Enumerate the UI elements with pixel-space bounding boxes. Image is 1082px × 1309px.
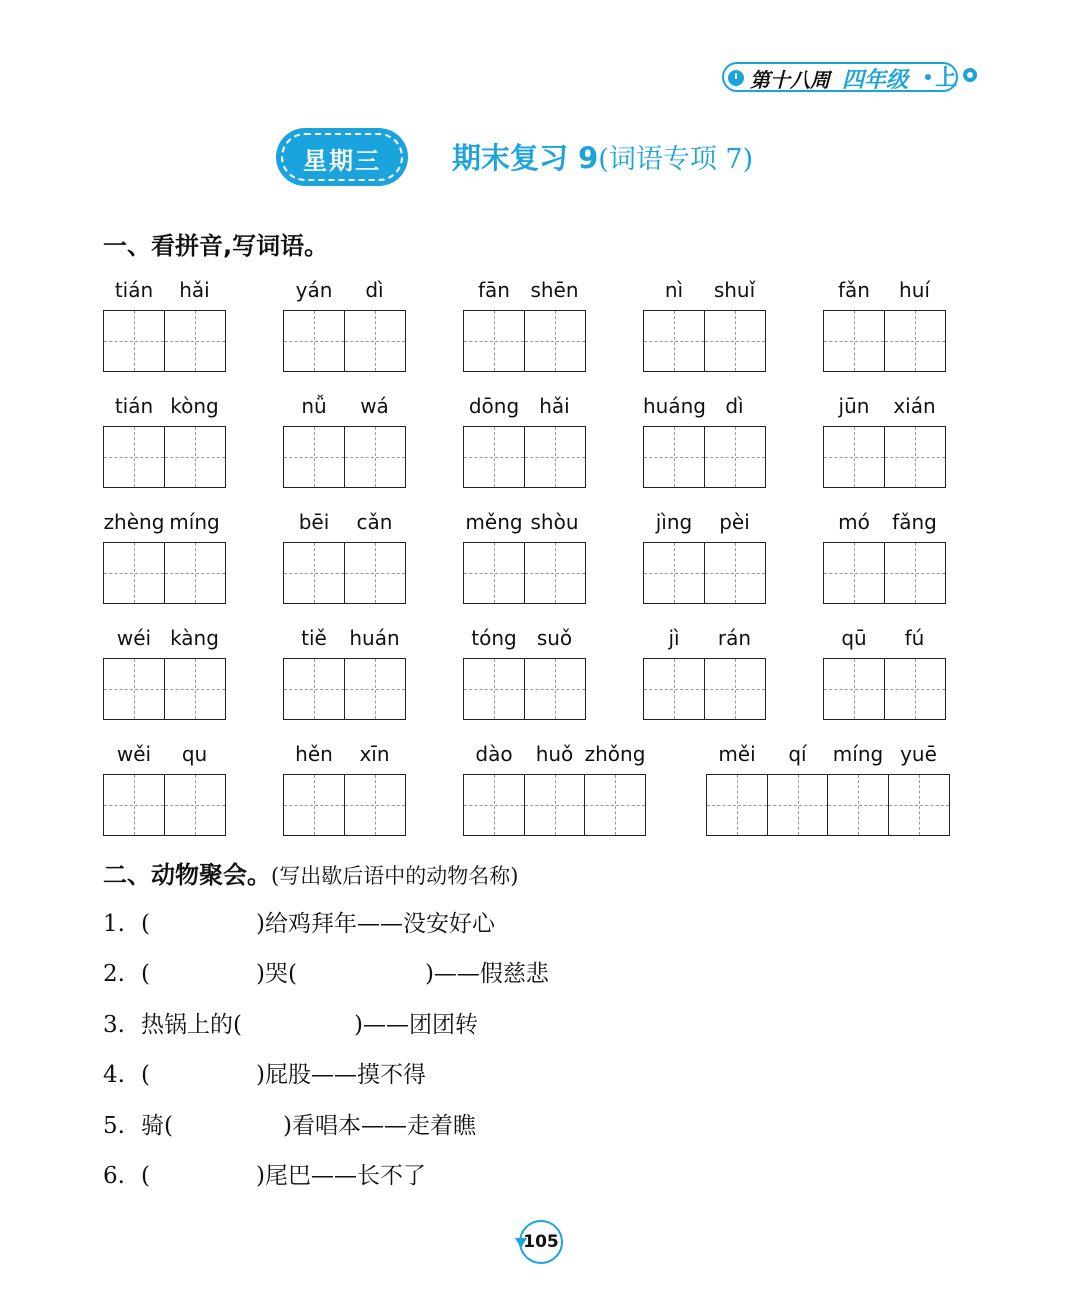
pinyin-syllable: xīn — [359, 742, 390, 766]
writing-cell[interactable] — [704, 542, 766, 604]
writing-grid — [103, 774, 224, 836]
writing-cell[interactable] — [164, 542, 226, 604]
title-sub: (词语专项 7) — [598, 144, 754, 175]
question-item — [103, 955, 549, 988]
pinyin-syllable: měi — [718, 742, 756, 766]
pinyin-syllable: tián — [114, 394, 154, 418]
writing-cell[interactable] — [463, 426, 525, 488]
pinyin-syllable: kàng — [170, 626, 219, 650]
writing-cell[interactable] — [823, 542, 885, 604]
writing-cell[interactable] — [344, 310, 406, 372]
item-text-after: )给鸡拜年——没安好心 — [255, 911, 495, 937]
page-number: 105 — [519, 1220, 563, 1264]
pinyin-syllable: míng — [832, 742, 884, 766]
pinyin-syllable: pèi — [719, 510, 750, 534]
writing-cell[interactable] — [164, 426, 226, 488]
pinyin-syllable: míng — [169, 510, 220, 534]
writing-cell[interactable] — [884, 426, 946, 488]
item-number: 6. — [103, 1163, 125, 1189]
section2-heading — [103, 855, 518, 890]
pinyin-syllable: hǎi — [179, 278, 210, 302]
day-label: 星期三 — [303, 147, 381, 175]
writing-grid — [706, 774, 948, 836]
writing-grid — [283, 542, 404, 604]
pinyin-syllable: fú — [904, 626, 925, 650]
pinyin-syllable: shòu — [530, 510, 579, 534]
item-text-before: ( — [141, 1163, 150, 1189]
pinyin-syllable: nì — [664, 278, 684, 302]
writing-cell[interactable] — [103, 542, 165, 604]
writing-cell[interactable] — [643, 310, 705, 372]
page-title — [452, 136, 753, 177]
pinyin-syllable: huáng — [643, 394, 706, 418]
writing-cell[interactable] — [884, 542, 946, 604]
writing-cell[interactable] — [463, 310, 525, 372]
pinyin-syllable: jūn — [838, 394, 870, 418]
pinyin-syllable: tiě — [301, 626, 327, 650]
writing-cell[interactable] — [827, 774, 889, 836]
clock-icon — [728, 70, 744, 86]
writing-cell[interactable] — [706, 774, 768, 836]
pinyin-syllable: měng — [465, 510, 523, 534]
writing-cell[interactable] — [643, 426, 705, 488]
writing-cell[interactable] — [584, 774, 646, 836]
writing-grid — [463, 658, 584, 720]
writing-cell[interactable] — [704, 658, 766, 720]
pinyin-syllable: xián — [893, 394, 936, 418]
pinyin-syllable: nǚ — [301, 394, 327, 418]
writing-cell[interactable] — [344, 426, 406, 488]
item-number: 4. — [103, 1062, 125, 1088]
writing-cell[interactable] — [103, 774, 165, 836]
pinyin-syllable: qu — [181, 742, 208, 766]
pinyin-syllable: qí — [788, 742, 807, 766]
writing-cell[interactable] — [884, 310, 946, 372]
writing-cell[interactable] — [344, 774, 406, 836]
writing-cell[interactable] — [344, 542, 406, 604]
writing-cell[interactable] — [283, 774, 345, 836]
writing-grid — [463, 542, 584, 604]
pinyin-syllable: jì — [668, 626, 680, 650]
item-text-before: ( — [141, 911, 150, 937]
writing-cell[interactable] — [643, 542, 705, 604]
writing-cell[interactable] — [524, 658, 586, 720]
pinyin-syllable: cǎn — [356, 510, 393, 534]
pinyin-syllable: hěn — [295, 742, 333, 766]
pinyin-syllable: fǎn — [838, 278, 870, 302]
pinyin-syllable: huí — [899, 278, 930, 302]
writing-grid — [283, 774, 404, 836]
writing-grid — [283, 426, 404, 488]
item-text-after: )看唱本——走着瞧 — [282, 1113, 476, 1139]
pinyin-syllable: zhèng — [103, 510, 165, 534]
week-label: 第十八周 — [750, 68, 830, 92]
section2-note: (写出歇后语中的动物名称) — [271, 864, 519, 888]
pinyin-syllable: huán — [349, 626, 400, 650]
pinyin-syllable: qū — [841, 626, 867, 650]
writing-cell[interactable] — [344, 658, 406, 720]
week-grade-badge — [722, 58, 984, 98]
writing-cell[interactable] — [643, 658, 705, 720]
writing-cell[interactable] — [823, 426, 885, 488]
writing-grid — [823, 310, 944, 372]
pinyin-syllable: wéi — [116, 626, 152, 650]
pinyin-syllable: dì — [725, 394, 744, 418]
writing-cell[interactable] — [164, 658, 226, 720]
pinyin-syllable: zhǒng — [584, 742, 646, 766]
writing-cell[interactable] — [704, 426, 766, 488]
question-item — [103, 1157, 426, 1190]
item-number: 5. — [103, 1113, 125, 1139]
pinyin-syllable: tóng — [471, 626, 517, 650]
writing-grid — [643, 658, 764, 720]
writing-grid — [103, 310, 224, 372]
writing-cell[interactable] — [103, 426, 165, 488]
pinyin-syllable: huǒ — [535, 742, 574, 766]
writing-cell[interactable] — [524, 426, 586, 488]
writing-grid — [103, 426, 224, 488]
pinyin-syllable: mó — [838, 510, 870, 534]
pinyin-syllable: yán — [295, 278, 333, 302]
pinyin-syllable: wá — [360, 394, 389, 418]
question-item — [103, 1056, 426, 1089]
item-number: 2. — [103, 961, 125, 987]
writing-cell[interactable] — [524, 310, 586, 372]
target-icon — [962, 67, 978, 83]
writing-cell[interactable] — [283, 542, 345, 604]
item-text-after: )屁股——摸不得 — [255, 1062, 426, 1088]
grade-label: 四年级 — [842, 68, 909, 93]
section1-heading: 一、看拼音,写词语。 — [103, 232, 329, 260]
writing-grid — [823, 658, 944, 720]
writing-cell[interactable] — [463, 542, 525, 604]
writing-cell[interactable] — [704, 310, 766, 372]
writing-grid — [643, 426, 764, 488]
writing-grid — [823, 542, 944, 604]
writing-grid — [103, 542, 224, 604]
writing-cell[interactable] — [884, 658, 946, 720]
writing-cell[interactable] — [103, 310, 165, 372]
question-item — [103, 1107, 476, 1140]
item-number: 3. — [103, 1012, 125, 1038]
writing-cell[interactable] — [463, 658, 525, 720]
pinyin-syllable: wěi — [116, 742, 152, 766]
writing-grid — [643, 542, 764, 604]
writing-cell[interactable] — [283, 426, 345, 488]
pinyin-syllable: suǒ — [536, 626, 573, 650]
question-item — [103, 1006, 478, 1039]
pinyin-syllable: shēn — [530, 278, 579, 302]
writing-grid — [463, 774, 645, 836]
pinyin-syllable: fǎng — [892, 510, 937, 534]
writing-grid — [463, 310, 584, 372]
pinyin-syllable: rán — [717, 626, 752, 650]
writing-cell[interactable] — [103, 658, 165, 720]
pinyin-syllable: jìng — [655, 510, 693, 534]
writing-grid — [283, 658, 404, 720]
item-text-before: 热锅上的( — [141, 1012, 242, 1038]
item-text-before: ( — [141, 1062, 150, 1088]
separator-dot-icon — [925, 74, 931, 80]
writing-grid — [103, 658, 224, 720]
writing-cell[interactable] — [767, 774, 829, 836]
pinyin-syllable: kòng — [170, 394, 219, 418]
pinyin-syllable: dōng — [468, 394, 520, 418]
question-item — [103, 905, 495, 938]
term-label: 上 — [935, 66, 958, 91]
item-text-mid: )哭( — [255, 961, 297, 987]
item-text-after: )尾巴——长不了 — [255, 1163, 426, 1189]
pinyin-syllable: dào — [475, 742, 513, 766]
writing-grid — [643, 310, 764, 372]
writing-cell[interactable] — [164, 774, 226, 836]
pinyin-syllable: bēi — [298, 510, 330, 534]
writing-cell[interactable] — [463, 774, 525, 836]
pinyin-syllable: dì — [365, 278, 384, 302]
writing-cell[interactable] — [524, 542, 586, 604]
item-text-before: ( — [141, 961, 150, 987]
section2-title: 二、动物聚会。 — [103, 861, 271, 889]
item-text-after: )——团团转 — [353, 1012, 478, 1038]
writing-cell[interactable] — [823, 658, 885, 720]
writing-cell[interactable] — [524, 774, 586, 836]
writing-grid — [823, 426, 944, 488]
writing-cell[interactable] — [164, 310, 226, 372]
pinyin-syllable: tián — [114, 278, 154, 302]
item-text-before: 骑( — [141, 1113, 173, 1139]
writing-cell[interactable] — [283, 658, 345, 720]
pinyin-syllable: hǎi — [539, 394, 570, 418]
item-text-after: )——假慈悲 — [424, 961, 549, 987]
day-badge — [276, 128, 408, 186]
writing-cell[interactable] — [823, 310, 885, 372]
writing-cell[interactable] — [283, 310, 345, 372]
pinyin-syllable: shuǐ — [713, 278, 756, 302]
pinyin-syllable: yuē — [900, 742, 937, 766]
writing-grid — [463, 426, 584, 488]
item-number: 1. — [103, 911, 125, 937]
title-main: 期末复习 9 — [452, 141, 599, 175]
pinyin-syllable: fān — [478, 278, 510, 302]
writing-grid — [283, 310, 404, 372]
writing-cell[interactable] — [888, 774, 950, 836]
